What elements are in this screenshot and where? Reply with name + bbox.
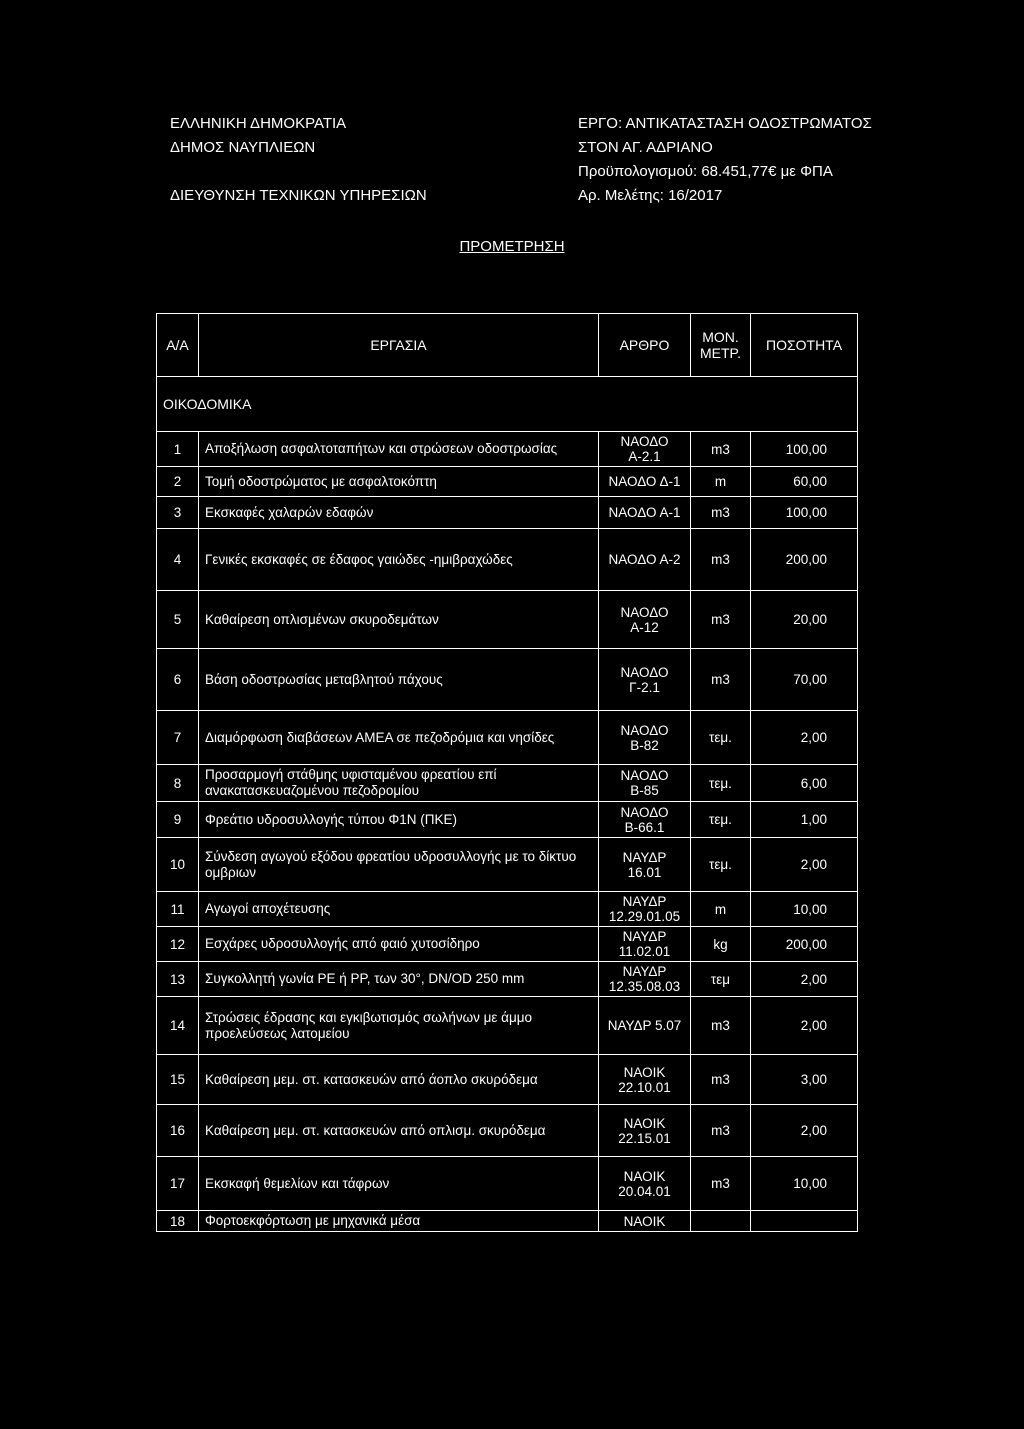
row-article: ΝΑΟΙΚ 22.15.01 [599,1105,691,1157]
row-unit: m3 [691,529,751,591]
section-label: ΟΙΚΟΔΟΜΙΚΑ [157,377,858,432]
row-unit: m3 [691,432,751,467]
row-article: ΝΑΟΔΟ Α-2 [599,529,691,591]
table-row [157,962,858,997]
row-article: ΝΑΟΔΟ Β-85 [599,765,691,802]
row-number: 4 [157,529,199,591]
row-unit: m3 [691,1157,751,1211]
row-article: ΝΑΟΔΟ Α-12 [599,591,691,649]
table-row [157,892,858,927]
col-header-work: ΕΡΓΑΣΙΑ [199,314,599,377]
row-quantity: 2,00 [751,997,858,1055]
row-article: ΝΑΥΔΡ 11.02.01 [599,927,691,962]
row-work: Καθαίρεση οπλισμένων σκυροδεμάτων [199,591,599,649]
table-row [157,765,858,802]
row-quantity: 200,00 [751,529,858,591]
table-row [157,591,858,649]
row-number: 8 [157,765,199,802]
row-unit: τεμ. [691,765,751,802]
row-article: ΝΑΟΔΟ Γ-2.1 [599,649,691,711]
col-header-qty: ΠΟΣΟΤΗΤΑ [751,314,858,377]
row-work: Σύνδεση αγωγού εξόδου φρεατίου υδροσυλλογής με το δίκτυο ομβριων [199,838,599,892]
header-right-line: ΕΡΓΟ: ΑΝΤΙΚΑΤΑΣΤΑΣΗ ΟΔΟΣΤΡΩΜΑΤΟΣ [578,115,872,132]
table-row [157,927,858,962]
row-unit: m3 [691,497,751,529]
header-left-line: ΕΛΛΗΝΙΚΗ ΔΗΜΟΚΡΑΤΙΑ [170,115,347,132]
header-right-line: Αρ. Μελέτης: 16/2017 [578,187,723,204]
row-work: Τομή οδοστρώματος με ασφαλτοκόπτη [199,467,599,497]
row-article: ΝΑΟΔΟ Β-82 [599,711,691,765]
table-row [157,997,858,1055]
row-quantity: 70,00 [751,649,858,711]
row-quantity: 100,00 [751,432,858,467]
row-number: 10 [157,838,199,892]
header-left-line [170,160,427,184]
header-left [170,112,427,208]
table-row [157,432,858,467]
row-number: 1 [157,432,199,467]
header-left-line: ΔΗΜΟΣ ΝΑΥΠΛΙΕΩΝ [170,139,316,156]
row-work: Καθαίρεση μεμ. στ. κατασκευών από άοπλο σκυρόδεμα [199,1055,599,1105]
row-quantity: 6,00 [751,765,858,802]
row-number: 16 [157,1105,199,1157]
row-article: ΝΑΟΔΟ Α-1 [599,497,691,529]
row-article: ΝΑΥΔΡ 16.01 [599,838,691,892]
row-unit: m [691,892,751,927]
row-article: ΝΑΥΔΡ 12.35.08.03 [599,962,691,997]
row-article: ΝΑΟΔΟ Δ-1 [599,467,691,497]
header-left-line: ΔΙΕΥΘΥΝΣΗ ΤΕΧΝΙΚΩΝ ΥΠΗΡΕΣΙΩΝ [170,187,427,204]
row-quantity: 3,00 [751,1055,858,1105]
row-work: Φορτοεκφόρτωση με μηχανικά μέσα [199,1211,599,1232]
row-work: Διαμόρφωση διαβάσεων ΑΜΕΑ σε πεζοδρόμια και νησίδες [199,711,599,765]
row-quantity: 1,00 [751,802,858,838]
row-number: 18 [157,1211,199,1232]
table-row [157,838,858,892]
row-unit: τεμ. [691,802,751,838]
row-quantity: 2,00 [751,711,858,765]
row-work: Εσχάρες υδροσυλλογής από φαιό χυτοσίδηρο [199,927,599,962]
row-unit: m3 [691,649,751,711]
row-quantity: 10,00 [751,892,858,927]
col-header-aa: Α/Α [157,314,199,377]
row-article: ΝΑΟΙΚ 20.04.01 [599,1157,691,1211]
row-article: ΝΑΟΔΟ Β-66.1 [599,802,691,838]
measurement-table [156,313,858,1232]
header-right [578,112,872,208]
row-number: 9 [157,802,199,838]
row-number: 6 [157,649,199,711]
row-number: 5 [157,591,199,649]
row-quantity [751,1211,858,1232]
table-row [157,1105,858,1157]
header-right-line: ΣΤΟΝ ΑΓ. ΑΔΡΙΑΝΟ [578,139,713,156]
row-number: 2 [157,467,199,497]
row-work: Καθαίρεση μεμ. στ. κατασκευών από οπλισμ. σκυρόδεμα [199,1105,599,1157]
col-header-article: ΑΡΘΡΟ [599,314,691,377]
table-row [157,711,858,765]
row-work: Φρεάτιο υδροσυλλογής τύπου Φ1Ν (ΠΚΕ) [199,802,599,838]
row-unit: τεμ. [691,711,751,765]
page-title: ΠΡΟΜΕΤΡΗΣΗ [459,238,565,255]
row-quantity: 20,00 [751,591,858,649]
row-unit: m3 [691,997,751,1055]
row-number: 3 [157,497,199,529]
row-unit: m [691,467,751,497]
row-work: Αποξήλωση ασφαλτοταπήτων και στρώσεων οδοστρωσίας [199,432,599,467]
row-work: Συγκολλητή γωνία PE ή PP, των 30°, DN/OD 250 mm [199,962,599,997]
row-work: Βάση οδοστρωσίας μεταβλητού πάχους [199,649,599,711]
row-number: 17 [157,1157,199,1211]
row-unit: m3 [691,591,751,649]
row-article: ΝΑΥΔΡ 12.29.01.05 [599,892,691,927]
row-quantity: 60,00 [751,467,858,497]
row-quantity: 100,00 [751,497,858,529]
row-quantity: 10,00 [751,1157,858,1211]
table-row [157,497,858,529]
row-unit: m3 [691,1055,751,1105]
row-number: 15 [157,1055,199,1105]
row-quantity: 2,00 [751,962,858,997]
row-work: Στρώσεις έδρασης και εγκιβωτισμός σωλήνων με άμμο προελεύσεως λατομείου [199,997,599,1055]
row-number: 7 [157,711,199,765]
row-number: 14 [157,997,199,1055]
row-unit: m3 [691,1105,751,1157]
table-row [157,802,858,838]
table-row [157,1211,858,1232]
row-unit [691,1211,751,1232]
row-work: Εκσκαφή θεμελίων και τάφρων [199,1157,599,1211]
table-row [157,467,858,497]
row-work: Εκσκαφές χαλαρών εδαφών [199,497,599,529]
row-unit: τεμ. [691,838,751,892]
row-number: 12 [157,927,199,962]
row-unit: kg [691,927,751,962]
row-quantity: 2,00 [751,1105,858,1157]
table-row [157,1055,858,1105]
row-work: Αγωγοί αποχέτευσης [199,892,599,927]
row-unit: τεμ [691,962,751,997]
table-row [157,1157,858,1211]
row-number: 11 [157,892,199,927]
row-article: ΝΑΟΙΚ 22.10.01 [599,1055,691,1105]
table-row [157,649,858,711]
row-number: 13 [157,962,199,997]
header-right-line: Προϋπολογισμού: 68.451,77€ με ΦΠΑ [578,163,833,180]
row-work: Γενικές εκσκαφές σε έδαφος γαιώδες -ημιβραχώδες [199,529,599,591]
row-quantity: 2,00 [751,838,858,892]
row-article: ΝΑΥΔΡ 5.07 [599,997,691,1055]
row-quantity: 200,00 [751,927,858,962]
row-article: ΝΑΟΙΚ [599,1211,691,1232]
row-work: Προσαρμογή στάθμης υφισταμένου φρεατίου επί ανακατασκευαζομένου πεζοδρομίου [199,765,599,802]
table-row [157,529,858,591]
row-article: ΝΑΟΔΟ Α-2.1 [599,432,691,467]
col-header-unit: ΜΟΝ. ΜΕΤΡ. [691,314,751,377]
